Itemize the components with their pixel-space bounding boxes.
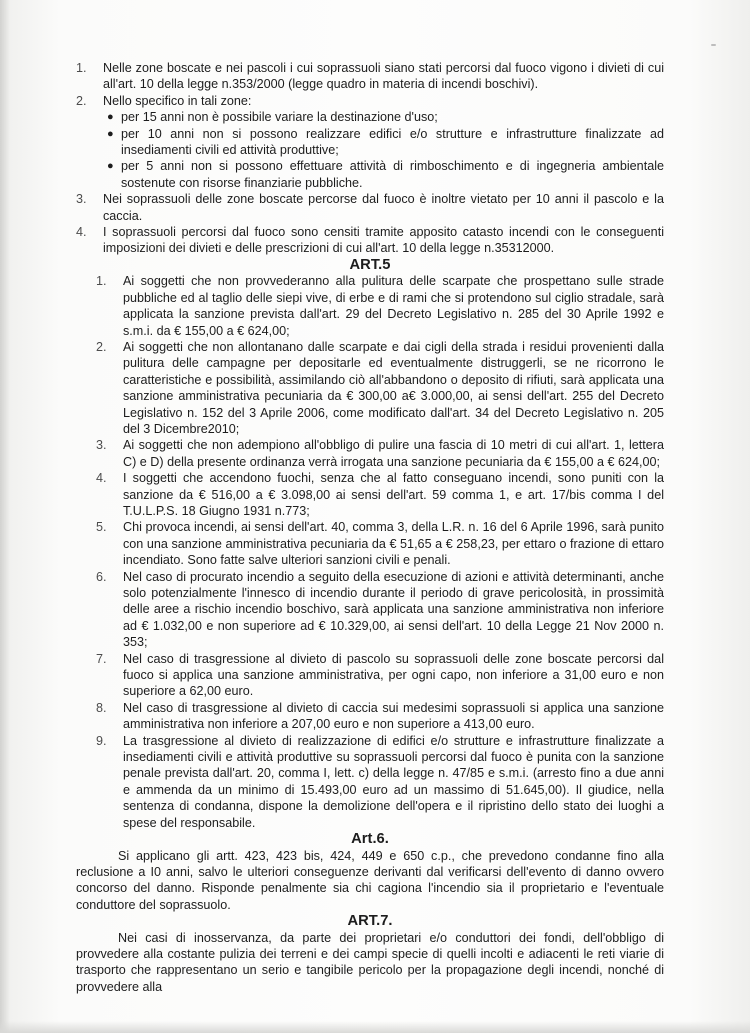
item-text: Nel caso di procurato incendio a seguito della esecuzione di azioni e attività determinanti, anche solo potenzialmente l'innesco di incendio durante il periodo di grave pericolosità, in prossimità delle aree a rischio incendio boschivo, sarà applicata una sanzione amministrativa non inferiore ad € 1.032,00 e non superiore ad € 10.329,00, ai sensi dell'art. 10 della Legge 21 Nov 2000 n. 353;	[123, 569, 664, 650]
page-edge-shadow	[0, 0, 10, 1033]
list-item	[76, 273, 664, 339]
item-number: 8.	[96, 700, 107, 715]
list-item	[76, 569, 664, 651]
article-paragraph	[76, 848, 664, 914]
item-text: Ai soggetti che non provvederanno alla pulitura delle scarpate che prospettano sulle strade pubbliche ed al taglio delle siepi vive, di erbe e di rami che si protendono sul ciglio stradale, sarà applicata la sanzione prevista dall'art. 29 del Decreto Legislativo n. 285 del 30 Aprile 1992 e s.m.i. da € 155,00 a € 624,00;	[123, 274, 664, 338]
item-text: Chi provoca incendi, ai sensi dell'art. 40, comma 3, della L.R. n. 16 del 6 Aprile 1996, sarà punito con una sanzione amministrativa pecuniaria da € 51,65 a € 258,23, per ettaro o frazione di ettaro incendiato. Sono fatte salve ulteriori sanzioni civili e penali.	[123, 520, 664, 568]
item-number: 1.	[76, 61, 87, 75]
item-number: 3.	[96, 438, 107, 453]
bullet-item	[103, 109, 664, 125]
list-item	[76, 60, 664, 93]
article-heading: ART.5	[349, 256, 391, 273]
bullet-item	[103, 158, 664, 191]
item-text: La trasgressione al divieto di realizzazione di edifici e/o strutture e infrastrutture finalizzate a insediamenti civili e attività produttive su soprassuoli percorsi dal fuoco è punita con la sanzione penale prevista dall'art. 20, comma I, lett. c) della legge n. 47/85 e s.m.i. (arresto fino a due anni e ammenda da un minimo di 15.493,00 euro ad un massimo di 51.645,00). Il giudice, nella sentenza di condanna, dispone la demolizione dell'opera e il ripristino dello stato dei luoghi a spese del responsabile.	[123, 733, 664, 830]
list-item	[76, 93, 664, 191]
item-text: I soprassuoli percorsi dal fuoco sono censiti tramite apposito catasto incendi con le conseguenti imposizioni dei divieti e delle prescrizioni di cui all'art. 10 della legge n.35312000.	[103, 225, 664, 256]
article-heading: Art.6.	[351, 831, 389, 848]
item-number: 7.	[96, 651, 107, 666]
item-text: I soggetti che accendono fuochi, senza che al fatto conseguano incendi, sono puniti con la sanzione da € 516,00 a € 3.098,00 ai sensi dell'art. 59 comma 1, e art. 17/bis comma I del T.U.L.P.S. 18 Giugno 1931 n.773;	[123, 471, 664, 518]
bullet-text: per 15 anni non è possibile variare la destinazione d'uso;	[121, 110, 438, 125]
list-item	[76, 519, 664, 568]
bullet-item	[103, 126, 664, 159]
art5-list	[76, 273, 664, 831]
list-item	[76, 651, 664, 700]
item-text: Nel caso di trasgressione al divieto di pascolo su soprassuoli delle zone boscate percorsi dal fuoco si applica una sanzione amministrativa, per ogni capo, non inferiore a 31,00 euro e non superiore a 62,00 euro.	[123, 651, 664, 699]
bullet-icon: ●	[107, 127, 114, 140]
item-text: Ai soggetti che non allontanano dalle scarpate e dai cigli della strada i residui provenienti dalla pulitura delle campagne per depositarle ed eventualmente distruggerli, se ne ricorrono le caratteristiche e possibilità, assimilando ciò all'abbandono o deposito di rifiuti, sarà applicata una sanzione amministrativa pecuniaria da € 300,00 a€ 3.000,00, ai sensi dell'art. 255 del Decreto Legislativo n. 152 del 3 Aprile 2006, come modificato dall'art. 34 del Decreto Legislativo n. 205 del 3 Dicembre2010;	[123, 339, 664, 436]
intro-list	[76, 60, 664, 257]
item-text: Nei soprassuoli delle zone boscate percorse dal fuoco è inoltre vietato per 10 anni il pascolo e la caccia.	[103, 192, 664, 223]
list-item	[76, 224, 664, 257]
article-paragraph	[76, 930, 664, 996]
paper-speck	[711, 44, 716, 46]
item-number: 4.	[96, 471, 107, 486]
page-bottom-shadow	[0, 1021, 750, 1033]
item-number: 2.	[96, 339, 107, 354]
list-item	[76, 700, 664, 733]
list-item	[76, 437, 664, 470]
bullet-icon: ●	[107, 111, 114, 124]
bullet-text: per 10 anni non si possono realizzare edifici e/o strutture e infrastrutture finalizzate ad insediamenti civili ed attività produttive;	[121, 126, 664, 158]
bullet-text: per 5 anni non si possono effettuare attività di rimboschimento e di ingegneria ambientale sostenute con risorse finanziarie pubbliche.	[121, 159, 664, 190]
item-number: 5.	[96, 520, 107, 535]
bullet-list	[103, 109, 664, 191]
item-number: 6.	[96, 569, 107, 584]
item-text: Ai soggetti che non adempiono all'obbligo di pulire una fascia di 10 metri di cui all'art. 1, lettera C) e D) della presente ordinanza verrà irrogata una sanzione pecuniaria da € 155,00 a € 624,00;	[123, 438, 664, 469]
paragraph-text: Nei casi di inosservanza, da parte dei proprietari e/o conduttori dei fondi, dell'obbligo di provvedere alla costante pulizia dei terreni e dei campi specie di quelli incolti e adiacenti le reti viarie di trasporto che rappresentano un serio e tangibile pericolo per la propagazione degli incendi, nonché di provvedere alla	[76, 930, 664, 994]
item-number: 9.	[96, 733, 107, 748]
paragraph-text: Si applicano gli artt. 423, 423 bis, 424, 449 e 650 c.p., che prevedono condanne fino alla reclusione a I0 anni, salvo le ulteriori conseguenze derivanti dal verificarsi dell'evento di danno ovvero concorso del danno. Risponde penalmente sia chi cagiona l'incendio sia il proprietario e l'eventuale conduttore del soprassuolo.	[76, 848, 664, 912]
item-number: 1.	[96, 274, 107, 289]
bullet-icon: ●	[107, 160, 114, 173]
list-item	[76, 470, 664, 519]
list-item	[76, 339, 664, 437]
item-number: 4.	[76, 225, 87, 240]
article-heading: ART.7.	[347, 913, 393, 930]
item-text: Nel caso di trasgressione al divieto di caccia sui medesimi soprassuoli si applica una sanzione amministrativa non inferiore a 207,00 euro e non superiore a 413,00 euro.	[123, 700, 664, 732]
item-text: Nello specifico in tali zone:	[103, 93, 252, 108]
list-item	[76, 733, 664, 831]
item-text: Nelle zone boscate e nei pascoli i cui soprassuoli siano stati percorsi dal fuoco vigono i divieti di cui all'art. 10 della legge n.353/2000 (legge quadro in materia di incendi boschivi).	[103, 61, 664, 92]
item-number: 2.	[76, 93, 87, 108]
item-number: 3.	[76, 192, 87, 207]
list-item	[76, 191, 664, 224]
